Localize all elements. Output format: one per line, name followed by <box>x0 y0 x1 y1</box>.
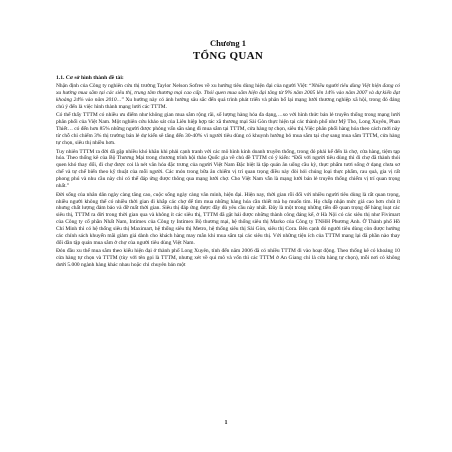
document-page <box>56 38 400 271</box>
paragraph-5: Đón đầu xu thế mua sắm theo kiểu hiện đại ở thành phố Long Xuyên, tính đến năm 2006 đã có nhiều TTTM đi vào hoạt động. Theo thống kê có khoảng 10 cửa hàng tự chọn và TTTM (tùy với tên gọi là TTTM, nhưng xét về qui mô và vốn thì các TTTM ở An Giang chỉ là cửa hàng tự chọn), mỗi nơi có không dưới 5.000 ngành hàng khác nhau hoặc chỉ chuyên bán một <box>56 248 400 269</box>
paragraph-3: Tuy nhiên TTTM ra đời đã gặp nhiều khó khăn khi phải cạnh tranh với các mô hình kinh doanh truyền thống, trong đó phải kể đến là chợ, cửa hàng, tiệm tạp hóa. Theo thống kê của Bộ Thương Mại trong chương trình hội thảo Quốc gia về chủ đề TTTM có ý kiến: “Đối với người tiêu dùng thì đi chợ đã thành thói quen khó thay đổi, đi chợ được coi là nét văn hóa đặc trưng của người Việt Nam Đặc biệt là tập quán ăn uống cầu kỳ, thực phẩm tươi sống ở dạng chưa sơ chế và tự chế biến theo kỹ thuật của mỗi người. Các món trong bữa ăn chiếm vị trí quan trọng điều này đòi hỏi chúng loại thực phẩm, rau quả, gia vị rất phong phú và nhu cầu này chỉ có thể đáp ứng được thông qua mạng lưới chợ. Cho Việt Nam vẫn là mạng lưới bán lẻ truyền thống chiếm vị trí quan trọng nhất.” <box>56 148 400 189</box>
chapter-title: TỔNG QUAN <box>192 50 264 62</box>
paragraph-1 <box>56 83 400 110</box>
chapter-label: Chương 1 <box>209 38 247 48</box>
paragraph-2: Có thể thấy TTTM có nhiều ưu điểm như không gian mua sắm rộng rãi, số lượng hàng hóa đa dạng,…so với hình thức bán lẻ truyền thống trong mạng lưới phân phối của Việt Nam. Một nghiên cứu khảo sát của Liên hiệp hợp tác xã thương mại Sài Gòn thực hiện tại các thành phố như Mỹ Tho, Long Xuyên, Phan Thiết… có đến hơn 85% những người được phỏng vấn sẵn sàng đi mua sắm tại TTTM, cửa hàng tự chọn, siêu thị.Việc phân phối hàng hóa theo cách mới này từ chỗ chỉ chiếm 3% thị trường bán lẻ dự kiến sẽ tăng đến 30-40% vì người tiêu dùng có khuynh hướng bỏ mua sắm tại chợ sang mua sắm TTTM, cửa hàng tự chọn, siêu thị nhiều hơn. <box>56 112 400 146</box>
paragraph-1-intro: Nhận định của Công ty nghiên cứu thị trường Taylor Nelson Sofres về xu hướng tiêu dùng hiện đại của người Việt: “ <box>56 83 312 89</box>
paragraph-1-quote: Nhiều người tiêu dùng Việt hiện đang có xu hướng mua sắm tại các siêu thị, trung tâm thương mại cao cấp. Thói quen mua sắm hiện đại tăng từ 9% năm 2005 lên 14% vào năm 2007 và dự kiến đạt khoảng 24% vào năm 2010… <box>56 83 400 103</box>
paragraph-4: Đời sống của nhân dân ngày càng tăng cao, cuộc sống ngày càng văn minh, hiện đại. Hiện nay, thời gian rỗi đối với nhiều người tiêu dùng là rất quan trọng, nhiều người không thể có nhiều thời gian đi khắp các chợ để tìm mua những hàng hóa cần thiết mà họ muốn tìm. Họ chấp nhận mức giá cao hơn chút ít nhưng chất lượng đảm bảo và đỡ mất thời gian. Siêu thị đáp ứng được đầy đủ yêu cầu này nhất. Đây là một trong những tiền đề quan trọng để hàng loạt các siêu thị, TTTM ra đời trong thời gian qua và không ít các siêu thị, TTTM đã gặt hái được những thành công đáng kể, ở Hà Nội có các siêu thị như Fivimart của Công ty cổ phần Nhất Nam, Intimex của Công ty Intimex Bộ thương mại, hệ thống siêu thị Marko của Công ty TNHH Phương Anh. Ở Thành phố Hồ Chí Minh thì có hệ thống siêu thị Maximart, hệ thống siêu thị Metro, hệ thống siêu thị Sài Gòn, siêu thị Cora. Bên cạnh đó người tiêu dùng còn được hưởng các chính sách khuyến mãi giảm giá dành cho khách hàng may mắn khi mua sắm tại các siêu thị. Với những tiện ích của TTTM mang lại đã phần nào thay đổi dần tập quán mua sắm ở chợ của người tiêu dùng Việt Nam. <box>56 191 400 246</box>
paragraph-1-outro: ” Xu hướng này có ảnh hưởng sâu sắc đến quá trình phát triển và phân bố lại mạng lưới thương nghiệp xã hội, trong đó đáng chú ý đến là việc hình thành mạng lưới các TTTM. <box>56 96 400 110</box>
page-number: 1 <box>224 420 228 426</box>
section-heading: 1.1. Cơ sở hình thành đề tài: <box>56 75 124 81</box>
